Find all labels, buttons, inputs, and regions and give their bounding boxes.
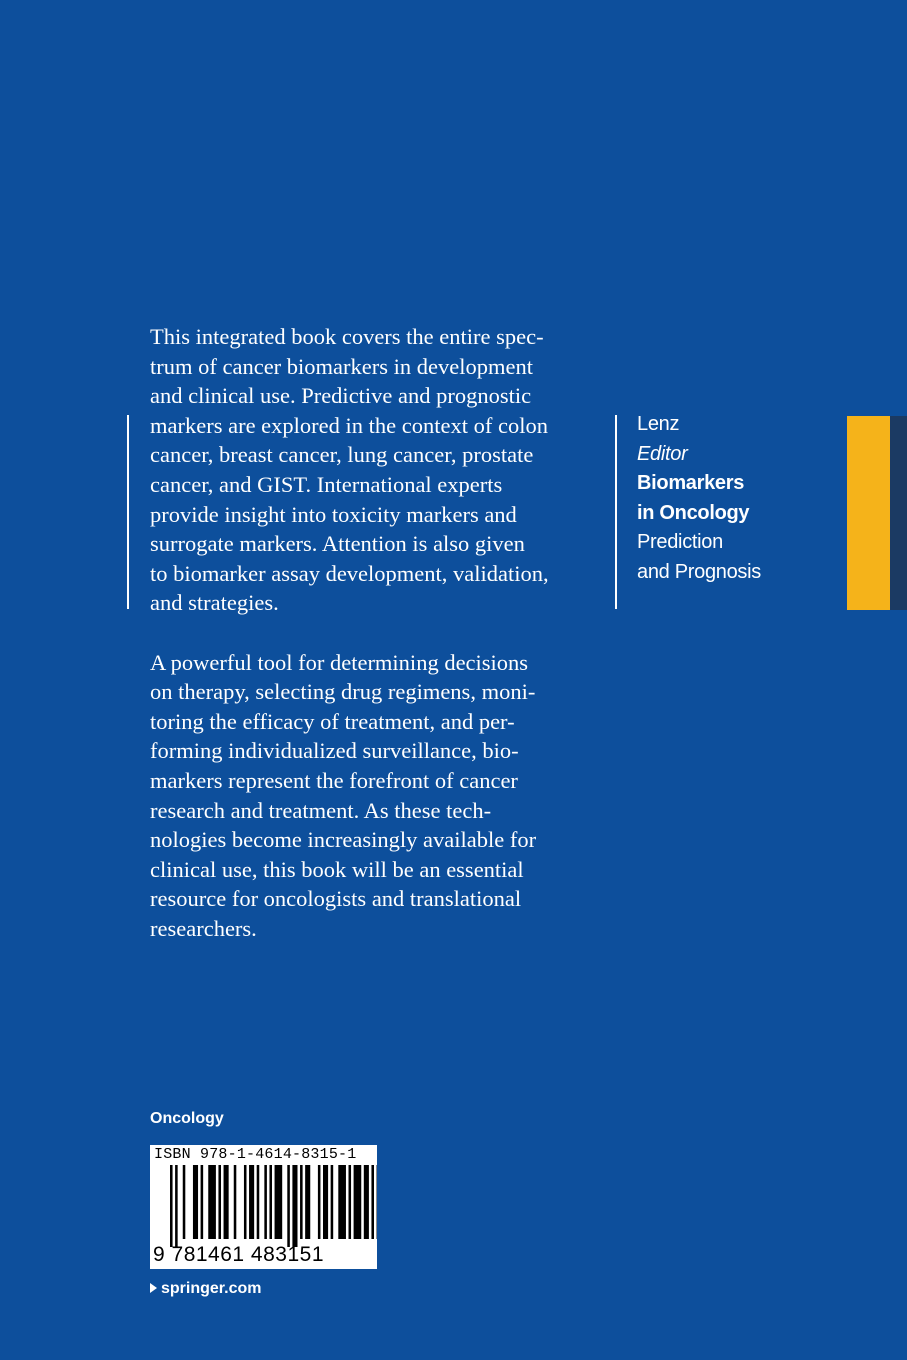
blurb-line: to biomarker assay development, validation,	[150, 560, 549, 586]
barcode-bar	[305, 1165, 310, 1239]
blurb-line: forming individualized surveillance, bio-	[150, 738, 519, 764]
blurb-line: This integrated book covers the entire spec-	[150, 324, 544, 349]
barcode-bar	[323, 1165, 328, 1239]
author-name: Lenz	[637, 413, 680, 435]
blurb-line: toring the efficacy of treatment, and per-	[150, 708, 515, 734]
barcode-bar	[244, 1165, 247, 1239]
book-subtitle-line-2: and Prognosis	[637, 560, 761, 583]
blurb-line: resource for oncologists and translational	[150, 886, 522, 912]
blurb-line: markers are explored in the context of colon	[150, 412, 548, 438]
barcode-bar	[287, 1165, 290, 1247]
blurb-paragraph-2	[150, 648, 600, 944]
middle-vertical-rule	[615, 415, 617, 609]
blurb-line: markers represent the forefront of cancer	[150, 767, 518, 793]
blurb-text	[150, 322, 600, 943]
accent-tab-edge	[890, 416, 907, 610]
blurb-line: researchers.	[150, 915, 257, 941]
subject-category: Oncology	[150, 1110, 224, 1127]
barcode-bar	[257, 1165, 260, 1239]
isbn-barcode	[150, 1145, 377, 1269]
book-title-line-2: in Oncology	[637, 501, 750, 524]
book-title-line-1: Biomarkers	[637, 472, 745, 495]
barcode-bar	[218, 1165, 221, 1239]
barcode-bar	[269, 1165, 272, 1239]
barcode-bar	[224, 1165, 229, 1239]
barcode-bar	[300, 1165, 303, 1239]
blurb-line: research and treatment. As these tech-	[150, 797, 492, 823]
blurb-line: trum of cancer biomarkers in development	[150, 353, 533, 379]
barcode-bar	[208, 1165, 216, 1239]
publisher-url: springer.com	[161, 1280, 262, 1297]
arrow-right-icon	[150, 1283, 157, 1293]
blurb-line: on therapy, selecting drug regimens, moni-	[150, 679, 536, 705]
barcode-bar	[371, 1165, 374, 1239]
blurb-line: and clinical use. Predictive and prognostic	[150, 383, 532, 409]
accent-tab	[847, 416, 890, 610]
blurb-line: nologies become increasingly available for	[150, 827, 537, 853]
barcode-bar	[193, 1165, 198, 1239]
barcode-bar	[170, 1165, 173, 1247]
blurb-line: cancer, and GIST. International experts	[150, 471, 503, 497]
blurb-paragraph-1	[150, 322, 600, 618]
barcode-bar	[183, 1165, 186, 1239]
isbn-label: ISBN 978-1-4614-8315-1	[154, 1146, 357, 1163]
book-info-block	[637, 410, 761, 588]
ean-digits: 9 781461 483151	[153, 1243, 324, 1266]
left-vertical-rule	[127, 415, 129, 609]
barcode-bar	[264, 1165, 267, 1239]
blurb-line: A powerful tool for determining decisions	[150, 649, 529, 675]
barcode-bar	[234, 1165, 237, 1239]
blurb-line: provide insight into toxicity markers and	[150, 501, 517, 527]
book-subtitle-line-1: Prediction	[637, 531, 723, 554]
barcode-bar	[364, 1165, 369, 1239]
barcode-bar	[354, 1165, 362, 1239]
author-role: Editor	[637, 442, 688, 465]
blurb-line: and strategies.	[150, 590, 279, 616]
blurb-line: clinical use, this book will be an essential	[150, 856, 524, 882]
barcode-bar	[338, 1165, 346, 1239]
barcode-bar	[275, 1165, 283, 1239]
barcode-bar	[249, 1165, 254, 1239]
barcode-bar	[331, 1165, 334, 1239]
barcode-bar	[201, 1165, 204, 1239]
blurb-line: surrogate markers. Attention is also given	[150, 531, 525, 557]
publisher-link[interactable]	[150, 1280, 261, 1298]
blurb-line: cancer, breast cancer, lung cancer, prostate	[150, 442, 534, 468]
barcode-bar	[349, 1165, 352, 1239]
barcode-bar	[292, 1165, 297, 1247]
barcode-bar	[318, 1165, 321, 1239]
barcode-bar	[175, 1165, 178, 1247]
